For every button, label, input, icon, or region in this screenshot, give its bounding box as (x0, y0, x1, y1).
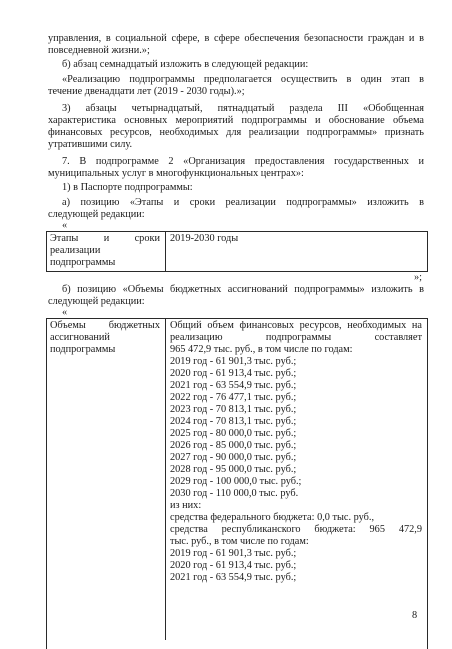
open-quote: « (62, 307, 68, 318)
table-value-line: 2020 год - 61 913,4 тыс. руб.; (170, 560, 297, 571)
table-value-line: 2026 год - 85 000,0 тыс. руб.; (170, 440, 297, 451)
paragraph-line: 3) абзацы четырнадцатый, пятнадцатый раздела III «Обобщенная (62, 103, 424, 114)
table-value-line: Общий объем финансовых ресурсов, необходимых на (170, 320, 422, 331)
table-label-line: реализации (50, 245, 101, 256)
table-label-line: Объемы бюджетных (50, 320, 160, 331)
table-label-line: ассигнований (50, 332, 110, 343)
table-value-line: 2028 год - 95 000,0 тыс. руб.; (170, 464, 297, 475)
table-value-line: тыс. руб., в том числе по годам: (170, 536, 309, 547)
paragraph-line: муниципальных услуг в многофункциональных центрах»: (48, 168, 304, 179)
table-divider (165, 318, 166, 640)
table-value-line: 2019 год - 61 901,3 тыс. руб.; (170, 548, 297, 559)
table-value-line: 965 472,9 тыс. руб., в том числе по годам: (170, 344, 353, 355)
table-value-line: 2025 год - 80 000,0 тыс. руб.; (170, 428, 297, 439)
table-value-line: 2024 год - 70 813,1 тыс. руб.; (170, 416, 297, 427)
table-value-line: реализацию подпрограммы составляет (170, 332, 422, 343)
table-value-line: 2021 год - 63 554,9 тыс. руб.; (170, 380, 297, 391)
table-label-line: подпрограммы (50, 344, 116, 355)
paragraph-line: 7. В подпрограмме 2 «Организация предоставления государственных и (62, 156, 424, 167)
close-quote: »; (414, 272, 423, 283)
table-value-line: 2030 год - 110 000,0 тыс. руб. (170, 488, 299, 499)
table-value-line: 2022 год - 76 477,1 тыс. руб.; (170, 392, 297, 403)
table-value-line: средства республиканского бюджета: 965 472,9 (170, 524, 422, 535)
paragraph-line: б) абзац семнадцатый изложить в следующей редакции: (62, 59, 309, 70)
paragraph-line: управления, в социальной сфере, в сфере обеспечения безопасности граждан и в (48, 33, 424, 44)
paragraph-line: финансовых ресурсов, необходимых для реализации подпрограммы» признать (48, 127, 424, 138)
table-value-line: 2019 год - 61 901,3 тыс. руб.; (170, 356, 297, 367)
paragraph-line: «Реализацию подпрограммы предполагается осуществить в один этап в (62, 74, 424, 85)
open-quote: « (62, 220, 68, 231)
table-divider (165, 231, 166, 271)
table-label-line: подпрограммы (50, 257, 116, 268)
paragraph-line: а) позицию «Этапы и сроки реализации подпрограммы» изложить в (62, 197, 424, 208)
table-value-line: 2027 год - 90 000,0 тыс. руб.; (170, 452, 297, 463)
paragraph-line: следующей редакции: (48, 296, 145, 307)
paragraph-line: б) позицию «Объемы бюджетных ассигнований подпрограммы» изложить в (62, 284, 424, 295)
paragraph-line: утратившими силу. (48, 139, 133, 150)
table-value-line: из них: (170, 500, 202, 511)
table-label-line: Этапы и сроки (50, 233, 160, 244)
paragraph-line: следующей редакции: (48, 209, 145, 220)
table-value-line: средства федерального бюджета: 0,0 тыс. руб., (170, 512, 375, 523)
paragraph-line: течение двенадцати лет (2019 - 2030 годы).»; (48, 86, 245, 97)
paragraph-line: характеристика основных мероприятий подпрограммы и обоснование объема (48, 115, 424, 126)
page-number: 8 (412, 610, 418, 621)
table-value: 2019-2030 годы (170, 233, 239, 244)
table-value-line: 2020 год - 61 913,4 тыс. руб.; (170, 368, 297, 379)
paragraph-line: 1) в Паспорте подпрограммы: (62, 182, 193, 193)
paragraph-line: повседневной жизни.»; (48, 45, 150, 56)
table-value-line: 2023 год - 70 813,1 тыс. руб.; (170, 404, 297, 415)
table-value-line: 2021 год - 63 554,9 тыс. руб.; (170, 572, 297, 583)
table-value-line: 2029 год - 100 000,0 тыс. руб.; (170, 476, 302, 487)
